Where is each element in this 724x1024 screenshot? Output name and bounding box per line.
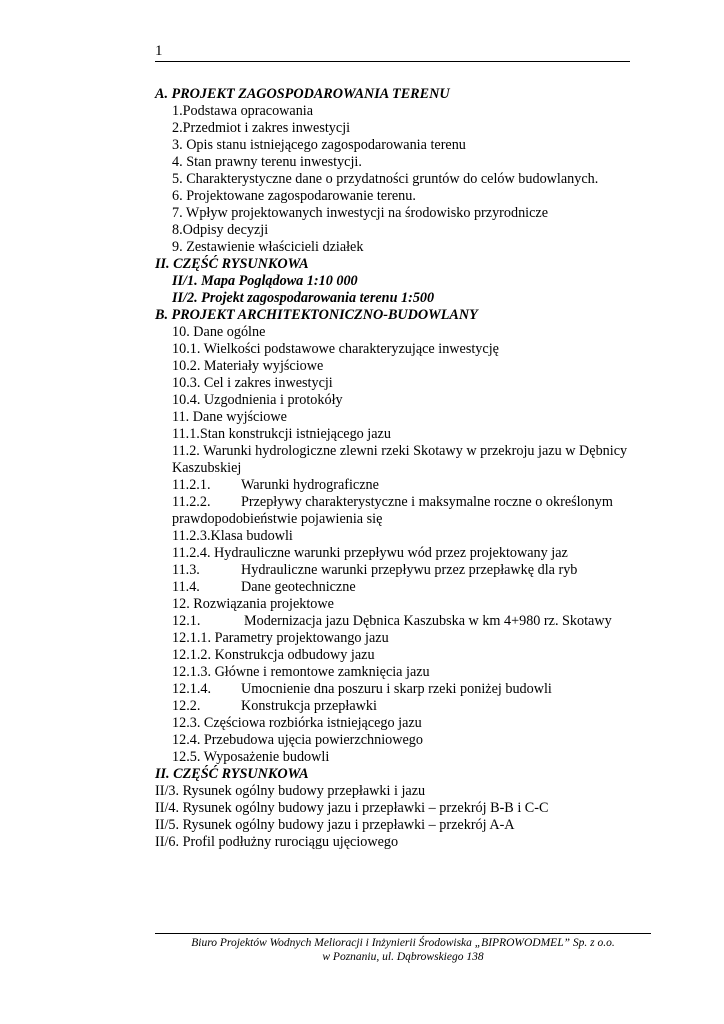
toc-item: 1.Podstawa opracowania — [172, 103, 314, 119]
toc-item — [155, 477, 655, 494]
toc-item — [155, 681, 655, 698]
toc-item: 10. Dane ogólne — [172, 324, 266, 340]
table-of-contents — [155, 86, 655, 851]
toc-item: 4. Stan prawny terenu inwestycji. — [172, 154, 362, 170]
footer-address: w Poznaniu, ul. Dąbrowskiego 138 — [322, 951, 484, 963]
drawing-item: II/1. Mapa Poglądowa 1:10 000 — [172, 273, 358, 289]
toc-item: 10.3. Cel i zakres inwestycji — [172, 375, 333, 391]
page-number: 1 — [155, 43, 163, 59]
toc-item: 9. Zestawienie właścicieli działek — [172, 239, 364, 255]
toc-item: 8.Odpisy decyzji — [172, 222, 269, 238]
toc-item-text: Warunki hydrograficzne — [241, 477, 379, 493]
section-b-heading: B. PROJEKT ARCHITEKTONICZNO-BUDOWLANY — [155, 307, 478, 323]
drawing-item: II/4. Rysunek ogólny budowy jazu i przepławki – przekrój B-B i C-C — [155, 800, 549, 816]
toc-item: 12.4. Przebudowa ujęcia powierzchniowego — [172, 732, 423, 748]
toc-item: 12. Rozwiązania projektowe — [172, 596, 334, 612]
section-a-heading: A. PROJEKT ZAGOSPODAROWANIA TERENU — [155, 86, 450, 102]
toc-item: 10.2. Materiały wyjściowe — [172, 358, 324, 374]
toc-item-text: Przepływy charakterystyczne i maksymalne roczne o określonym prawdopodobieństwie pojawienia się — [172, 494, 613, 527]
drawing-item: II/5. Rysunek ogólny budowy jazu i przepławki – przekrój A-A — [155, 817, 515, 833]
drawings-heading-b: II. CZĘŚĆ RYSUNKOWA — [155, 766, 309, 782]
toc-item-text: Konstrukcja przepławki — [241, 698, 377, 714]
toc-item-text: Umocnienie dna poszuru i skarp rzeki poniżej budowli — [241, 681, 552, 697]
footer-company: Biuro Projektów Wodnych Melioracji i Inżynierii Środowiska „BIPROWODMEL” Sp. z o.o. — [191, 937, 615, 949]
footer-rule — [155, 933, 651, 934]
toc-item: 6. Projektowane zagospodarowanie terenu. — [172, 188, 416, 204]
toc-item-text: Hydrauliczne warunki przepływu przez przepławkę dla ryb — [241, 562, 578, 578]
toc-item: 11.2.3.Klasa budowli — [172, 528, 293, 544]
toc-item — [155, 698, 655, 715]
toc-item: 12.3. Częściowa rozbiórka istniejącego jazu — [172, 715, 422, 731]
footer — [155, 936, 651, 964]
toc-item: 12.5. Wyposażenie budowli — [172, 749, 330, 765]
toc-item-number: 12.1.4. — [172, 681, 212, 697]
toc-item: 10.1. Wielkości podstawowe charakteryzujące inwestycję — [172, 341, 499, 357]
toc-item — [155, 613, 655, 630]
toc-item — [155, 562, 655, 579]
drawing-item: II/3. Rysunek ogólny budowy przepławki i jazu — [155, 783, 426, 799]
toc-item-number: 12.1. — [172, 613, 201, 629]
drawing-item: II/6. Profil podłużny rurociągu ujęciowego — [155, 834, 399, 850]
toc-item-text: Dane geotechniczne — [241, 579, 356, 595]
toc-item: 2.Przedmiot i zakres inwestycji — [172, 120, 351, 136]
toc-item: 12.1.1. Parametry projektowango jazu — [172, 630, 389, 646]
drawing-item: II/2. Projekt zagospodarowania terenu 1:500 — [172, 290, 435, 306]
toc-item-number: 12.2. — [172, 698, 201, 714]
toc-item: 12.1.2. Konstrukcja odbudowy jazu — [172, 647, 375, 663]
toc-item-number: 11.2.1. — [172, 477, 211, 493]
toc-item — [155, 494, 650, 528]
toc-item: 11.2. Warunki hydrologiczne zlewni rzeki Skotawy w przekroju jazu w Dębnicy Kaszubskiej — [172, 443, 628, 476]
toc-item — [155, 579, 655, 596]
drawings-heading-a: II. CZĘŚĆ RYSUNKOWA — [155, 256, 309, 272]
toc-item: 10.4. Uzgodnienia i protokóły — [172, 392, 343, 408]
toc-item-number: 11.4. — [172, 579, 200, 595]
toc-item-number: 11.3. — [172, 562, 200, 578]
toc-item: 3. Opis stanu istniejącego zagospodarowania terenu — [172, 137, 466, 153]
toc-item: 11.1.Stan konstrukcji istniejącego jazu — [172, 426, 391, 442]
toc-item: 5. Charakterystyczne dane o przydatności gruntów do celów budowlanych. — [172, 171, 599, 187]
toc-item-text: Modernizacja jazu Dębnica Kaszubska w km 4+980 rz. Skotawy — [244, 613, 612, 629]
toc-item: 12.1.3. Główne i remontowe zamknięcia jazu — [172, 664, 430, 680]
toc-item: 11.2.4. Hydrauliczne warunki przepływu wód przez projektowany jaz — [172, 545, 568, 561]
toc-item-number: 11.2.2. — [172, 494, 211, 510]
toc-item: 11. Dane wyjściowe — [172, 409, 287, 425]
toc-item: 7. Wpływ projektowanych inwestycji na środowisko przyrodnicze — [172, 205, 549, 221]
header-rule — [155, 61, 630, 62]
